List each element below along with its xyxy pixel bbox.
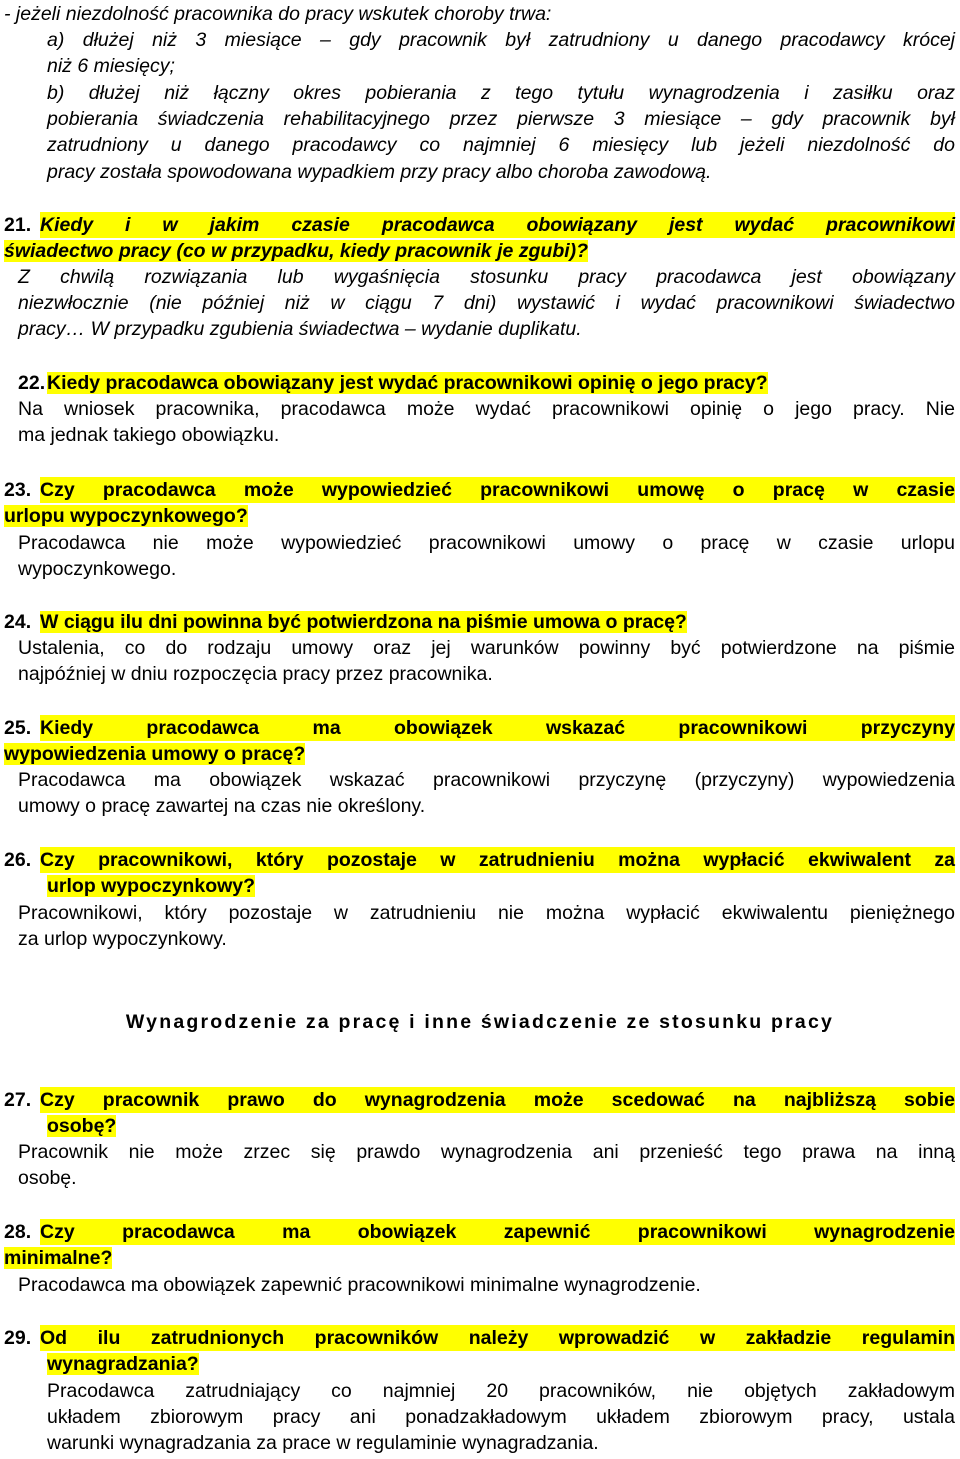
- question-text: Kiedy i w jakim czasie pracodawca obowiązany jest wydać pracownikowi: [40, 214, 955, 236]
- intro-line: niż 6 miesięcy;: [47, 55, 175, 77]
- question-number: 29.: [4, 1327, 32, 1349]
- answer-text: Pracownikowi, który pozostaje w zatrudnieniu nie można wypłacić ekwiwalentu pieniężnego: [18, 902, 955, 924]
- question-number: 24.: [4, 611, 32, 633]
- question-text: Czy pracodawca może wypowiedzieć pracownikowi umowę o pracę w czasie: [40, 479, 955, 501]
- answer-text: Pracodawca nie może wypowiedzieć pracownikowi umowy o pracę w czasie urlopu: [18, 532, 955, 554]
- answer-text: pracy… W przypadku zgubienia świadectwa – wydanie duplikatu.: [18, 318, 582, 340]
- question-number: 28.: [4, 1221, 32, 1243]
- question-text: urlop wypoczynkowy?: [47, 875, 256, 897]
- question-text: Kiedy pracodawca obowiązany jest wydać pracownikowi opinię o jego pracy?: [47, 372, 768, 394]
- section-heading: Wynagrodzenie za pracę i inne świadczenie ze stosunku pracy: [125, 1011, 835, 1033]
- question-number: 26.: [4, 849, 32, 871]
- intro-line: - jeżeli niezdolność pracownika do pracy wskutek choroby trwa:: [4, 3, 552, 25]
- answer-text: najpóźniej w dniu rozpoczęcia pracy przez pracownika.: [18, 663, 493, 685]
- question-number: 25.: [4, 717, 32, 739]
- question-number: 21.: [4, 214, 32, 236]
- question-text: Czy pracodawca ma obowiązek zapewnić pracownikowi wynagrodzenie: [40, 1221, 955, 1243]
- answer-text: warunki wynagradzania za prace w regulaminie wynagradzania.: [47, 1432, 599, 1454]
- answer-text: niezwłocznie (nie później niż w ciągu 7 dni) wystawić i wydać pracownikowi świadectwo: [18, 292, 955, 314]
- question-text: wypowiedzenia umowy o pracę?: [4, 743, 306, 765]
- answer-text: Pracodawca zatrudniający co najmniej 20 pracowników, nie objętych zakładowym: [47, 1380, 955, 1402]
- intro-line: pobierania świadczenia rehabilitacyjnego przez pierwsze 3 miesiące – gdy pracownik był: [47, 108, 955, 130]
- question-number: 27.: [4, 1089, 32, 1111]
- question-text: Czy pracownikowi, który pozostaje w zatrudnieniu można wypłacić ekwiwalent za: [40, 849, 955, 871]
- question-text: urlopu wypoczynkowego?: [4, 505, 248, 527]
- question-number: 23.: [4, 479, 32, 501]
- question-number: 22.: [18, 372, 46, 394]
- question-text: W ciągu ilu dni powinna być potwierdzona na piśmie umowa o pracę?: [40, 611, 687, 633]
- question-text: Kiedy pracodawca ma obowiązek wskazać pracownikowi przyczyny: [40, 717, 955, 739]
- answer-text: Ustalenia, co do rodzaju umowy oraz jej warunków powinny być potwierdzone na piśmie: [18, 637, 955, 659]
- answer-text: Pracodawca ma obowiązek zapewnić pracownikowi minimalne wynagrodzenie.: [18, 1274, 701, 1296]
- answer-text: osobę.: [18, 1167, 77, 1189]
- question-text: wynagradzania?: [47, 1353, 199, 1375]
- answer-text: Pracodawca ma obowiązek wskazać pracownikowi przyczynę (przyczyny) wypowiedzenia: [18, 769, 955, 791]
- answer-text: za urlop wypoczynkowy.: [18, 928, 227, 950]
- intro-line: b) dłużej niż łączny okres pobierania z tego tytułu wynagrodzenia i zasiłku oraz: [47, 82, 955, 104]
- answer-text: Z chwilą rozwiązania lub wygaśnięcia stosunku pracy pracodawca jest obowiązany: [18, 266, 955, 288]
- question-text: minimalne?: [4, 1247, 113, 1269]
- intro-line: zatrudniony u danego pracodawcy co najmniej 6 miesięcy lub jeżeli niezdolność do: [47, 134, 955, 156]
- answer-text: ma jednak takiego obowiązku.: [18, 424, 280, 446]
- question-text: osobę?: [47, 1115, 117, 1137]
- answer-text: Na wniosek pracownika, pracodawca może wydać pracownikowi opinię o jego pracy. Nie: [18, 398, 955, 420]
- intro-line: a) dłużej niż 3 miesiące – gdy pracownik był zatrudniony u danego pracodawcy krócej: [47, 29, 955, 51]
- question-text: Czy pracownik prawo do wynagrodzenia może scedować na najbliższą sobie: [40, 1089, 955, 1111]
- intro-line: pracy została spowodowana wypadkiem przy pracy albo choroba zawodową.: [47, 161, 712, 183]
- question-text: Od ilu zatrudnionych pracowników należy wprowadzić w zakładzie regulamin: [40, 1327, 955, 1349]
- answer-text: umowy o pracę zawartej na czas nie określony.: [18, 795, 426, 817]
- answer-text: układem zbiorowym pracy ani ponadzakładowym układem zbiorowym pracy, ustala: [47, 1406, 955, 1428]
- answer-text: Pracownik nie może zrzec się prawdo wynagrodzenia ani przenieść tego prawa na inną: [18, 1141, 955, 1163]
- answer-text: wypoczynkowego.: [18, 558, 177, 580]
- question-text: świadectwo pracy (co w przypadku, kiedy pracownik je zgubi)?: [4, 240, 589, 262]
